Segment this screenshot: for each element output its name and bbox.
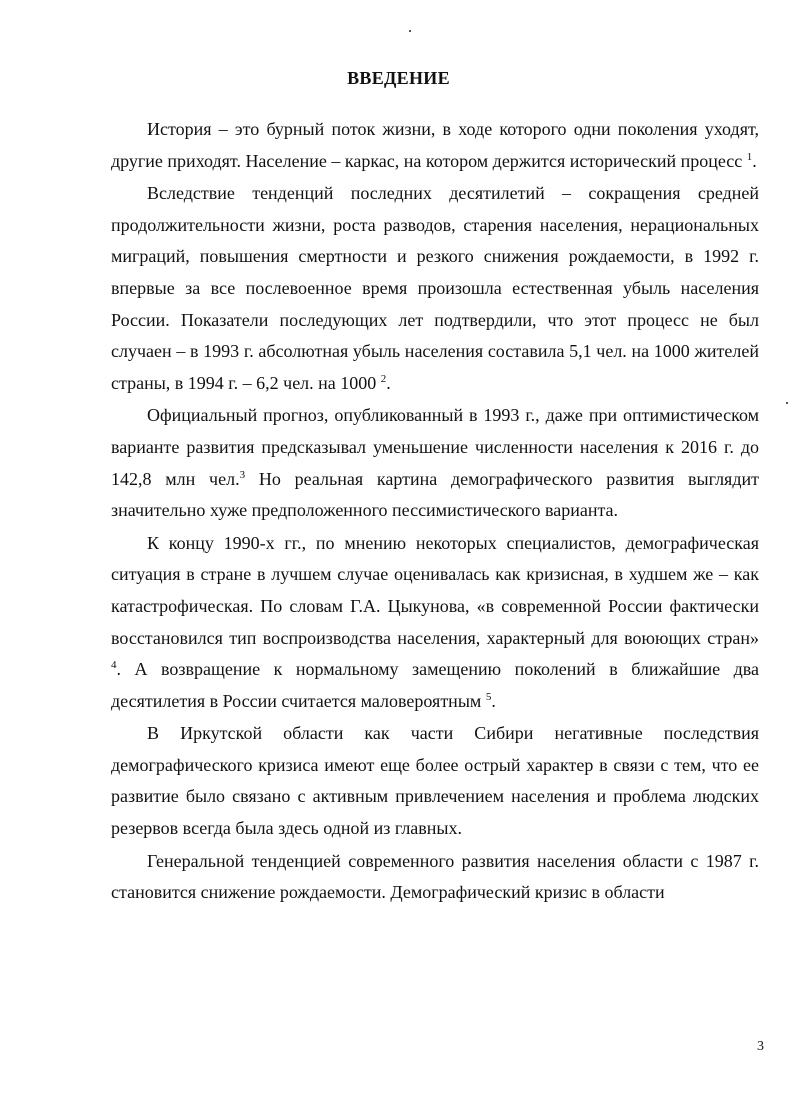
paragraph-text: Но реальная картина демографического развития выглядит значительно хуже предположенного пессимистического варианта. bbox=[111, 468, 759, 521]
page-number: 3 bbox=[757, 1039, 764, 1054]
paragraph-text: . А возвращение к нормальному замещению поколений в ближайшие два десятилетия в России считается маловероятным bbox=[111, 659, 759, 711]
paragraph-text: . bbox=[752, 150, 757, 171]
footnote-ref: 3 bbox=[239, 468, 246, 481]
paragraph-text: К концу 1990-х гг., по мнению некоторых специалистов, демографическая ситуация в стране в лучшем случае оценивалась как кризисная, в худшем же – как катастрофическая. По словам Г.А. Цыкунова, «в современной России фактически восстановился тип воспроизводства населения, характерный для воюющих стран» bbox=[111, 532, 759, 648]
paragraph bbox=[111, 178, 759, 399]
document-body bbox=[111, 114, 759, 909]
paragraph bbox=[111, 528, 759, 718]
paragraph-text: Официальный прогноз, опубликованный в 1993 г., даже при оптимистическом варианте развития предсказывал уменьшение численности населения к 2016 г. до 142,8 млн чел. bbox=[111, 405, 759, 489]
paragraph-text: Вследствие тенденций последних десятилетий – сокращения средней продолжительности жизни, роста разводов, старения населения, нерациональных миграций, повышения смертности и резкого снижения рождаемости, в 1992 г. впервые за все послевоенное время произошла естественная убыль населения России. Показатели последующих лет подтвердили, что этот процесс не был случаен – в 1993 г. абсолютная убыль населения составила 5,1 чел. на 1000 жителей страны, в 1994 г. – 6,2 чел. на 1000 bbox=[111, 183, 759, 393]
paragraph bbox=[111, 846, 759, 909]
paragraph bbox=[111, 718, 759, 844]
page-title: ВВЕДЕНИЕ bbox=[347, 68, 450, 88]
footnote-ref: 1 bbox=[746, 150, 753, 163]
paragraph-text: В Иркутской области как части Сибири негативные последствия демографического кризиса имеют еще более острый характер в связи с тем, что ее развитие было связано с активным привлечением населения и проблема людских резервов всегда была здесь одной из главных. bbox=[111, 723, 759, 839]
scan-speck bbox=[786, 402, 788, 404]
paragraph-text: История – это бурный поток жизни, в ходе которого одни поколения уходят, другие приходят. Население – каркас, на котором держится исторический процесс bbox=[111, 119, 759, 171]
paragraph-text: Генеральной тенденцией современного развития населения области с 1987 г. становится снижение рождаемости. Демографический кризис в области bbox=[111, 850, 759, 903]
footnote-ref: 5 bbox=[485, 690, 492, 703]
paragraph bbox=[111, 400, 759, 526]
paragraph-text: . bbox=[491, 690, 496, 711]
paragraph bbox=[111, 114, 759, 177]
footnote-ref: 2 bbox=[380, 372, 387, 385]
scan-speck bbox=[409, 30, 411, 32]
paragraph-text: . bbox=[386, 372, 391, 393]
footnote-ref: 4 bbox=[111, 659, 117, 672]
